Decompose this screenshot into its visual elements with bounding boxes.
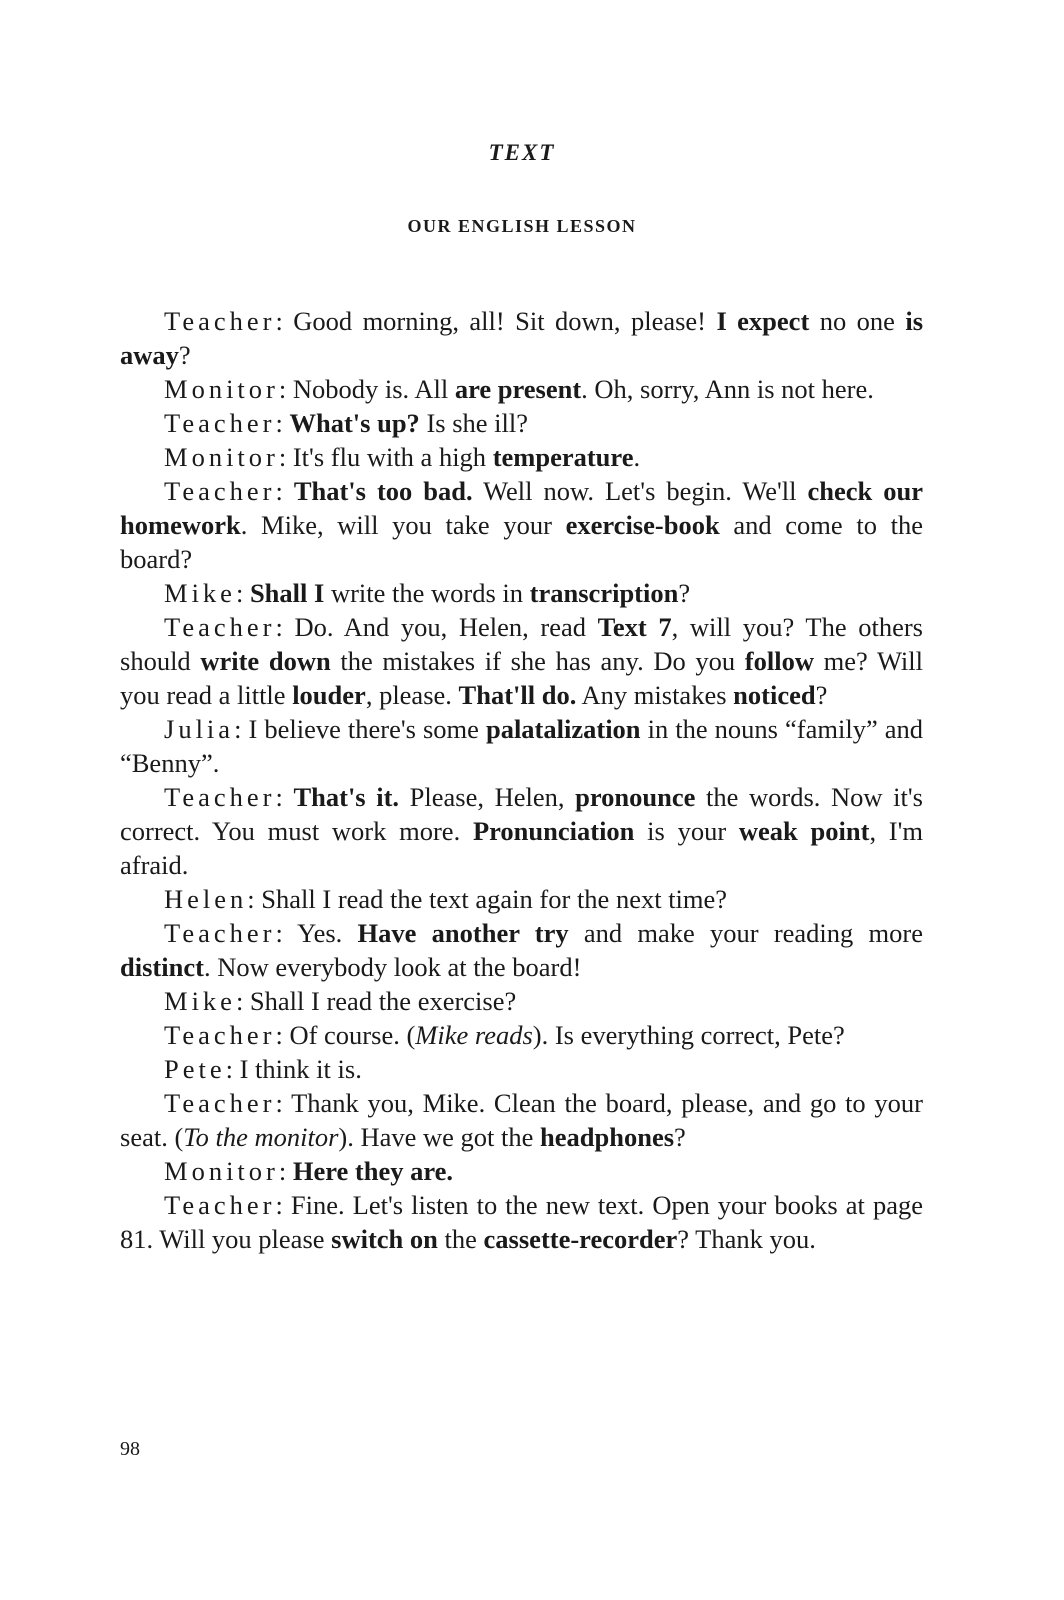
vocabulary-term: pronounce	[575, 782, 696, 812]
dialogue-line	[120, 440, 923, 474]
dialogue-text: Please, Helen,	[399, 782, 576, 812]
vocabulary-term: I expect	[716, 306, 810, 336]
dialogue-text: ?	[674, 1122, 686, 1152]
speaker-name: Teacher	[164, 612, 276, 642]
speaker-name: Teacher	[164, 408, 276, 438]
vocabulary-term: noticed	[733, 680, 816, 710]
stage-direction: Mike reads	[415, 1020, 533, 1050]
vocabulary-term: are present	[454, 374, 582, 404]
speaker-name: Teacher	[164, 782, 276, 812]
vocabulary-term: That'll do.	[458, 680, 577, 710]
dialogue-text: , please.	[365, 680, 459, 710]
page-number: 98	[120, 1438, 140, 1460]
dialogue-text: :	[275, 782, 294, 812]
vocabulary-term: transcription	[529, 578, 679, 608]
dialogue-line	[120, 882, 923, 916]
dialogue-line	[120, 474, 923, 576]
dialogue-text: ?	[678, 578, 691, 608]
dialogue-line	[120, 1154, 923, 1188]
stage-direction: To the monitor	[183, 1122, 339, 1152]
dialogue-text: the words. Now it's correct. You must work more.	[120, 782, 923, 846]
dialogue-text: and make your reading more	[568, 918, 923, 948]
speaker-name: Monitor	[164, 442, 279, 472]
dialogue-text: is your	[634, 816, 739, 846]
dialogue-text: : Of course. (	[275, 1020, 416, 1050]
dialogue-text: : Shall I read the text again for the next time?	[247, 884, 728, 914]
dialogue-line	[120, 372, 923, 406]
dialogue-line	[120, 916, 923, 984]
dialogue-text: . Oh, sorry, Ann is not here.	[581, 374, 874, 404]
dialogue-text: :	[275, 476, 294, 506]
dialogue-line	[120, 1018, 923, 1052]
dialogue-text: : It's flu with a high	[278, 442, 493, 472]
dialogue-text: : Thank you, Mike. Clean the board, please, and go to your seat. (	[120, 1088, 923, 1152]
dialogue-text: .	[633, 442, 641, 472]
section-heading: TEXT	[488, 140, 556, 165]
vocabulary-term: headphones	[540, 1122, 675, 1152]
text-title: OUR ENGLISH LESSON	[407, 216, 637, 236]
dialogue-text: in the nouns “family” and “Benny”.	[120, 714, 924, 778]
vocabulary-term: Text 7	[597, 612, 672, 642]
dialogue-text: : Yes.	[275, 918, 358, 948]
dialogue-text: : Good morning, all! Sit down, please!	[275, 306, 717, 336]
dialogue-line	[120, 712, 923, 780]
speaker-name: Helen	[164, 884, 248, 914]
dialogue-text: : Fine. Let's listen to the new text. Open your books at page 81. Will you please	[120, 1190, 923, 1254]
vocabulary-term: That's too bad.	[293, 476, 473, 506]
dialogue-body	[120, 304, 923, 1256]
dialogue-line	[120, 1052, 923, 1086]
vocabulary-term: check our homework	[120, 476, 923, 540]
speaker-name: Monitor	[164, 1156, 279, 1186]
dialogue-text: : I think it is.	[225, 1054, 362, 1084]
dialogue-text: and come to the board?	[120, 510, 924, 574]
dialogue-line	[120, 576, 923, 610]
speaker-name: Teacher	[164, 1020, 276, 1050]
dialogue-line	[120, 984, 923, 1018]
dialogue-text: , I'm afraid.	[120, 816, 924, 880]
dialogue-text: me? Will you read a little	[120, 646, 923, 710]
vocabulary-term: Pronunciation	[472, 816, 635, 846]
dialogue-text: Is she ill?	[419, 408, 528, 438]
dialogue-text: ?	[815, 680, 828, 710]
dialogue-text: Any mistakes	[576, 680, 734, 710]
vocabulary-term: distinct	[120, 952, 204, 982]
speaker-name: Mike	[164, 986, 236, 1016]
vocabulary-term: Here they are.	[292, 1156, 454, 1186]
vocabulary-term: cassette-recorder	[483, 1224, 678, 1254]
vocabulary-term: write down	[200, 646, 331, 676]
speaker-name: Teacher	[164, 1088, 276, 1118]
dialogue-text: ? Thank you.	[677, 1224, 816, 1254]
vocabulary-term: That's it.	[293, 782, 400, 812]
vocabulary-term: Shall I	[249, 578, 325, 608]
vocabulary-term: exercise-book	[565, 510, 720, 540]
vocabulary-term: temperature	[492, 442, 634, 472]
dialogue-text: the	[437, 1224, 484, 1254]
dialogue-text: ?	[178, 340, 191, 370]
dialogue-text: : Nobody is. All	[278, 374, 455, 404]
dialogue-line	[120, 780, 923, 882]
vocabulary-term: What's up?	[289, 408, 420, 438]
speaker-name: Teacher	[164, 306, 276, 336]
speaker-name: Teacher	[164, 918, 276, 948]
dialogue-text: the mistakes if she has any. Do you	[330, 646, 745, 676]
speaker-name: Monitor	[164, 374, 279, 404]
speaker-name: Teacher	[164, 476, 276, 506]
speaker-name: Teacher	[164, 1190, 276, 1220]
dialogue-text: , will you? The others should	[120, 612, 923, 676]
dialogue-text: ). Have we got the	[338, 1122, 541, 1152]
dialogue-line	[120, 406, 923, 440]
speaker-name: Mike	[164, 578, 236, 608]
dialogue-text: : I believe there's some	[234, 714, 486, 744]
dialogue-text: :	[278, 1156, 293, 1186]
dialogue-text: Well now. Let's begin. We'll	[472, 476, 808, 506]
dialogue-text: :	[275, 408, 290, 438]
vocabulary-term: is away	[120, 306, 924, 370]
dialogue-text: no one	[809, 306, 906, 336]
vocabulary-term: follow	[744, 646, 814, 676]
vocabulary-term: switch on	[331, 1224, 438, 1254]
vocabulary-term: palatalization	[485, 714, 641, 744]
dialogue-line	[120, 1188, 923, 1256]
dialogue-text: :	[235, 578, 250, 608]
dialogue-text: write the words in	[324, 578, 530, 608]
dialogue-text: . Now everybody look at the board!	[203, 952, 582, 982]
speaker-name: Julia	[164, 714, 235, 744]
dialogue-line	[120, 304, 923, 372]
vocabulary-term: louder	[292, 680, 366, 710]
dialogue-text: : Do. And you, Helen, read	[275, 612, 598, 642]
vocabulary-term: Have another try	[357, 918, 569, 948]
speaker-name: Pete	[164, 1054, 226, 1084]
dialogue-text: . Mike, will you take your	[240, 510, 566, 540]
vocabulary-term: weak point	[738, 816, 870, 846]
dialogue-text: : Shall I read the exercise?	[235, 986, 517, 1016]
dialogue-line	[120, 610, 923, 712]
dialogue-line	[120, 1086, 923, 1154]
dialogue-text: ). Is everything correct, Pete?	[532, 1020, 845, 1050]
